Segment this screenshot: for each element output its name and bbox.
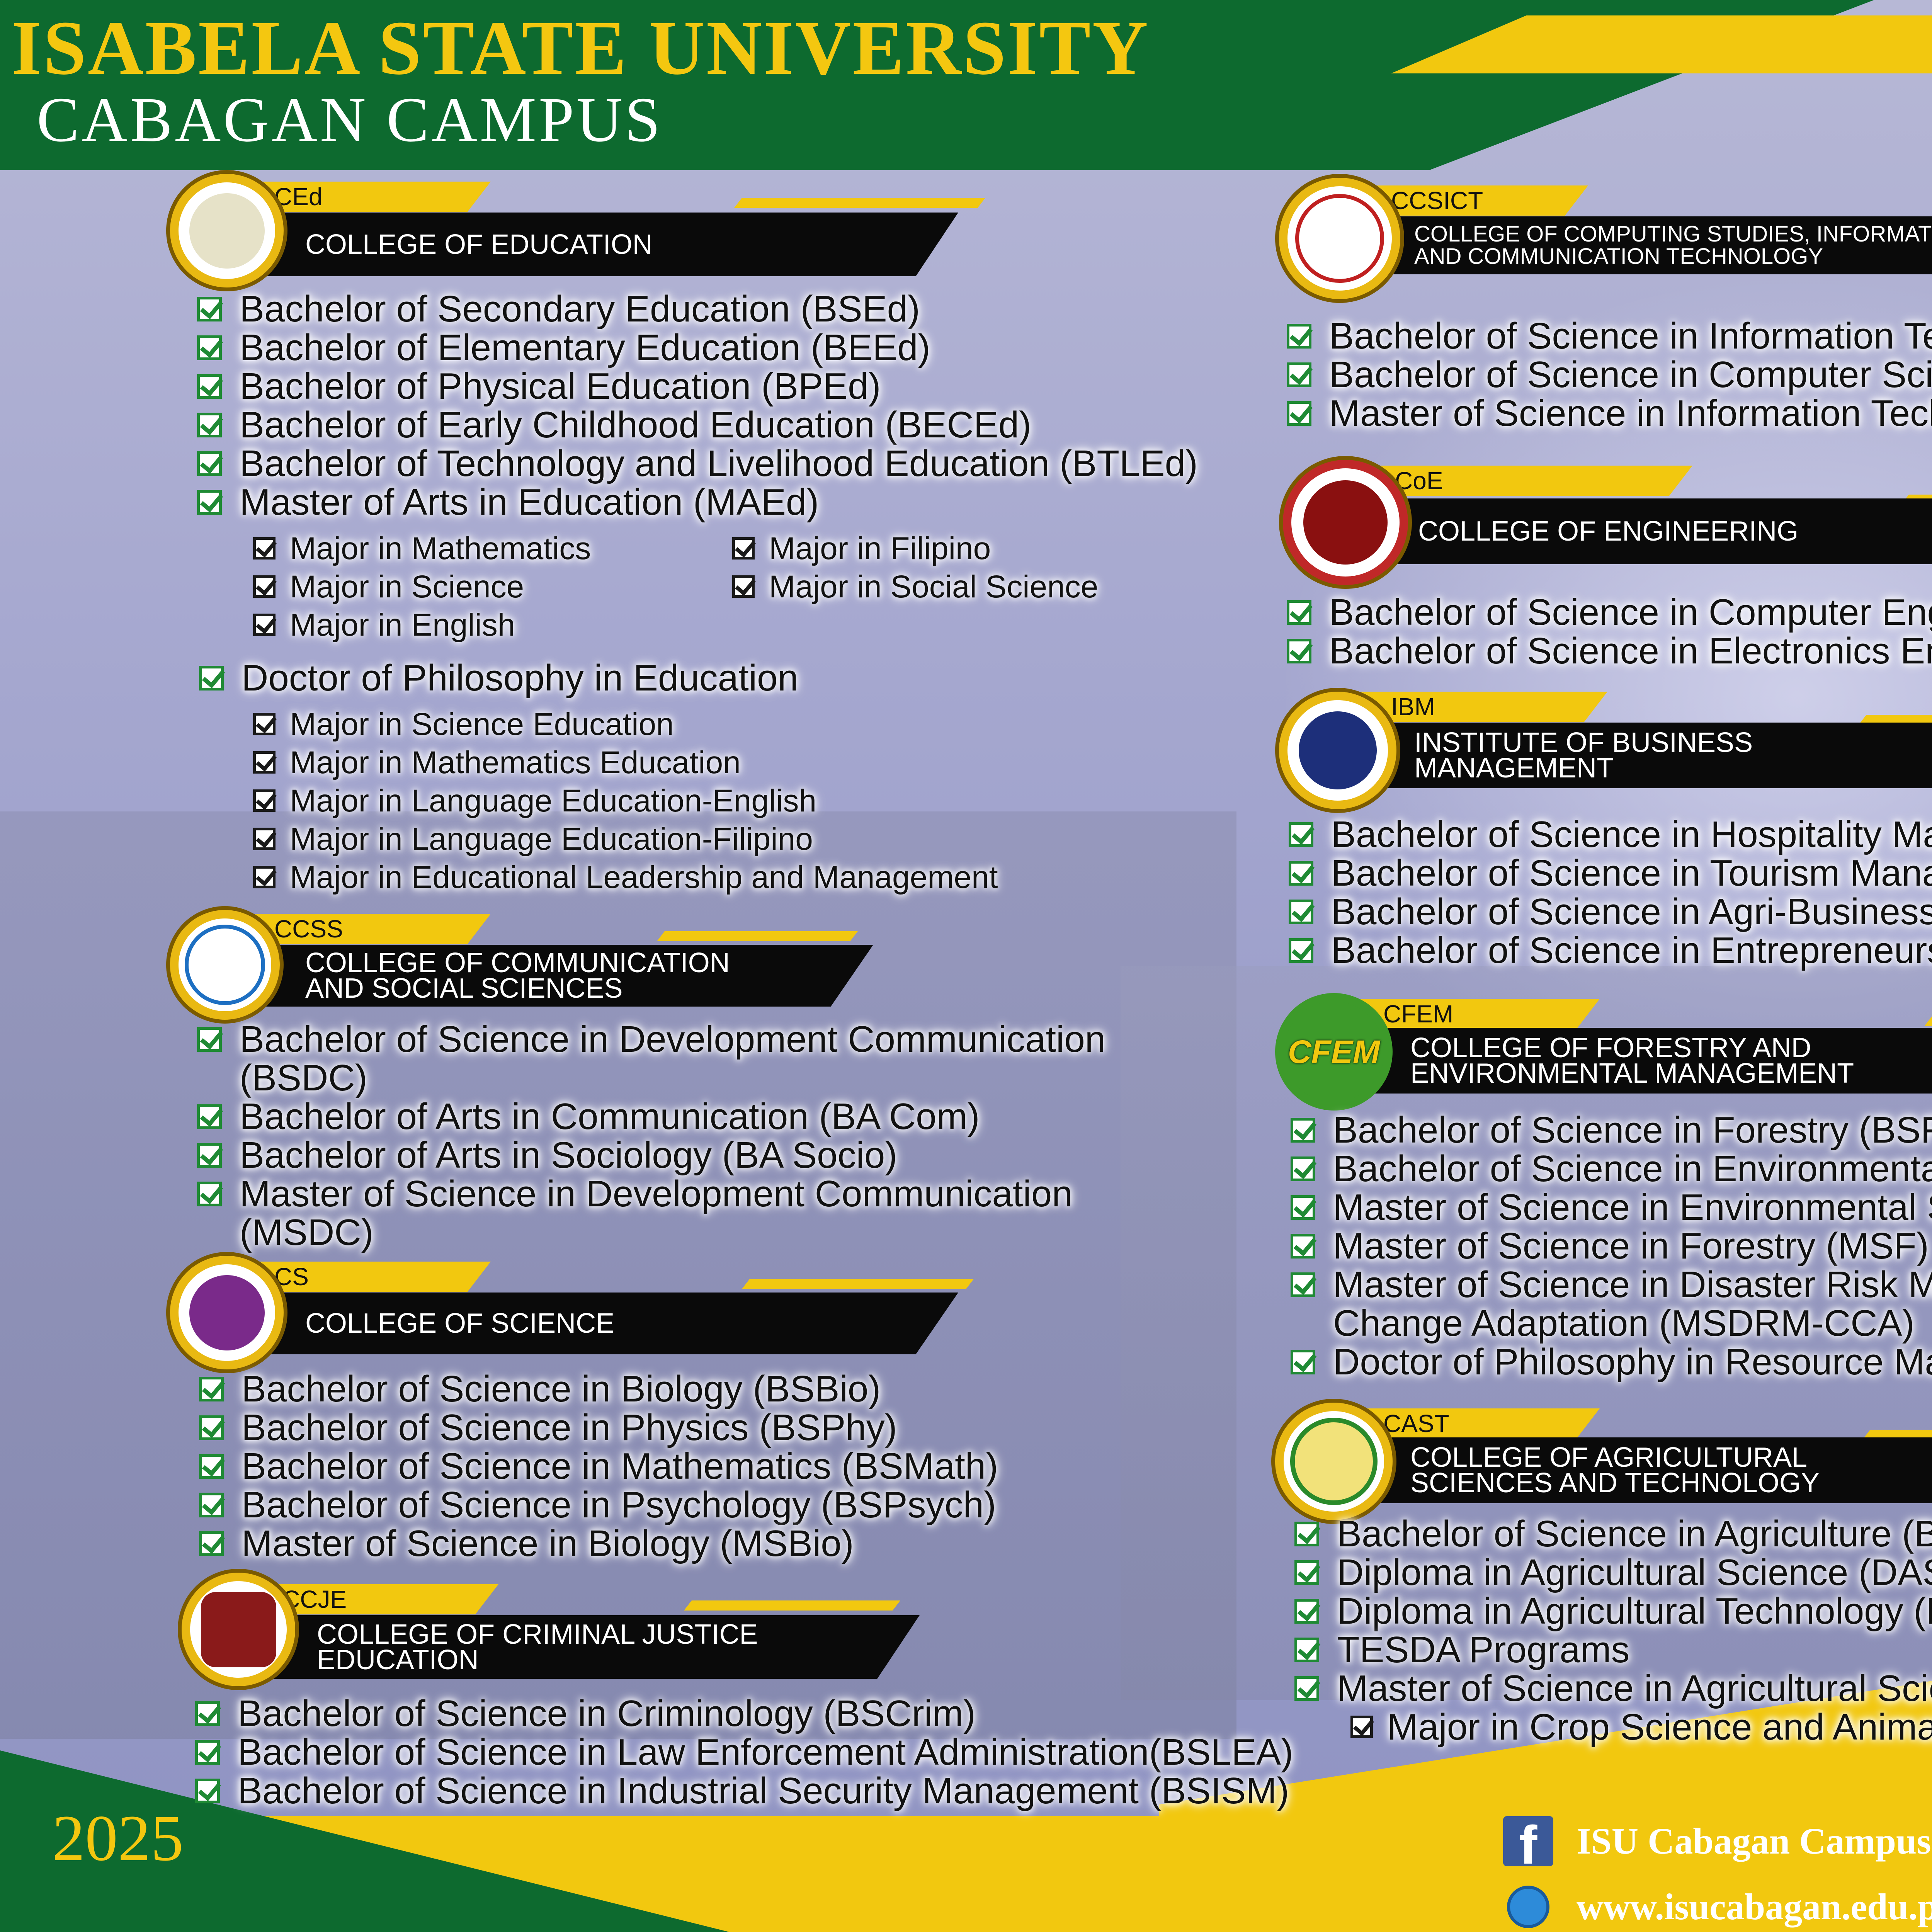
list-item: Major in Mathematics Education bbox=[253, 743, 998, 782]
college-name-line1: COLLEGE OF CRIMINAL JUSTICE bbox=[317, 1622, 920, 1647]
list-item: Master of Science in Biology (MSBio) bbox=[199, 1524, 998, 1563]
list-item: Bachelor of Early Childhood Education (BECEd) bbox=[197, 406, 1198, 444]
college-abbr: CoE bbox=[1360, 466, 1692, 496]
list-item: Bachelor of Physical Education (BPEd) bbox=[197, 367, 1198, 406]
college-name: COLLEGE OF SCIENCE bbox=[305, 1311, 958, 1336]
college-name-line2: EDUCATION bbox=[317, 1647, 920, 1673]
list-item: Bachelor of Science in Psychology (BSPsych) bbox=[199, 1486, 998, 1524]
list-item: Bachelor of Science in Information T bbox=[1287, 317, 1932, 355]
list-item: Bachelor of Science in Agri-Business bbox=[1289, 893, 1932, 931]
college-abbr: CFEM bbox=[1349, 999, 1600, 1029]
list-item: Bachelor of Technology and Livelihood Education (BTLEd) bbox=[197, 444, 1198, 483]
list-item: Bachelor of Arts in Sociology (BA Socio) bbox=[197, 1136, 1163, 1175]
list-item: Bachelor of Science in Forestry (BSF) bbox=[1291, 1111, 1932, 1150]
list-item: Doctor of Philosophy in Resource M bbox=[1291, 1343, 1932, 1381]
list-item: Master of Science in Environmental bbox=[1291, 1188, 1932, 1227]
list-item: Bachelor of Secondary Education (BSEd) bbox=[197, 290, 1198, 328]
list-item: Major in Science Education bbox=[253, 705, 998, 743]
college-name-line2: AND COMMUNICATION TECHNOLOGY bbox=[1414, 245, 1932, 268]
list-item: Bachelor of Science in Environmental bbox=[1291, 1150, 1932, 1188]
list-item: Master of Science in Development Communication (MSDC) bbox=[197, 1175, 1163, 1252]
cfem-logo-text: CFEM bbox=[1288, 1033, 1380, 1071]
college-abbr: CEd bbox=[240, 182, 491, 212]
college-name-line2: AND SOCIAL SCIENCES bbox=[305, 976, 873, 1001]
list-item: Master of Arts in Education (MAEd) bbox=[197, 483, 1198, 522]
list-item: Bachelor of Science in Industrial Security Management (BSISM) bbox=[195, 1772, 1293, 1810]
list-item: Diploma in Agricultural Science (DAS) bbox=[1294, 1553, 1932, 1592]
list-item: Bachelor of Science in Criminology (BSCrim) bbox=[195, 1694, 1293, 1733]
list-item: Major in Language Education-English bbox=[253, 782, 998, 820]
list-item: Bachelor of Science in Electronics E bbox=[1287, 632, 1932, 670]
list-item: Major in Language Education-Filipino bbox=[253, 820, 998, 858]
list-item: Bachelor of Science in Computer En bbox=[1287, 593, 1932, 632]
list-item: Master of Science in Agricultural Sci bbox=[1294, 1669, 1932, 1708]
list-item: Doctor of Philosophy in Education bbox=[199, 659, 798, 697]
college-name-line1: COLLEGE OF AGRICULTURAL bbox=[1410, 1445, 1932, 1470]
list-item: Bachelor of Science in Development Communication (BSDC) bbox=[197, 1020, 1163, 1097]
list-item: Master of Science in Disaster Risk M Change Adaptation (MSDRM-CCA) bbox=[1291, 1265, 1932, 1343]
list-item: Bachelor of Science in Computer Sci bbox=[1287, 355, 1932, 394]
college-abbr: CCSICT bbox=[1356, 185, 1588, 216]
year-label: 2025 bbox=[52, 1801, 184, 1876]
list-item: Bachelor of Science in Physics (BSPhy) bbox=[199, 1408, 998, 1447]
list-item: Bachelor of Science in Hospitality M bbox=[1289, 815, 1932, 854]
list-item: Bachelor of Science in Mathematics (BSMath) bbox=[199, 1447, 998, 1486]
list-item: Major in Mathematics bbox=[253, 529, 591, 568]
college-abbr: IBM bbox=[1356, 692, 1607, 722]
list-item: Diploma in Agricultural Technology ( bbox=[1294, 1592, 1932, 1631]
facebook-page-link[interactable]: ISU Cabagan Campus bbox=[1577, 1816, 1931, 1866]
list-item: Major in Filipino bbox=[732, 529, 1098, 568]
college-abbr: CCJE bbox=[247, 1584, 498, 1614]
college-name-line2: SCIENCES AND TECHNOLOGY bbox=[1410, 1470, 1932, 1496]
college-abbr: CCSS bbox=[240, 914, 491, 944]
university-title: ISABELA STATE UNIVERSITY bbox=[12, 4, 1150, 92]
college-name-line1: INSTITUTE OF BUSINESS bbox=[1414, 730, 1932, 755]
college-name: COLLEGE OF ENGINEERING bbox=[1418, 519, 1932, 544]
college-abbr: CS bbox=[240, 1262, 491, 1292]
list-item: Major in English bbox=[253, 606, 591, 644]
facebook-icon: f bbox=[1503, 1816, 1553, 1866]
list-item: Bachelor of Arts in Communication (BA Com) bbox=[197, 1097, 1163, 1136]
list-item: Major in Science bbox=[253, 568, 591, 606]
list-item: Master of Science in Information Tec bbox=[1287, 394, 1932, 433]
college-name-line1: COLLEGE OF COMMUNICATION bbox=[305, 950, 873, 976]
college-name: COLLEGE OF EDUCATION bbox=[305, 232, 958, 257]
list-item: Bachelor of Science in Law Enforcement Administration(BSLEA) bbox=[195, 1733, 1293, 1772]
college-name-line1: COLLEGE OF COMPUTING STUDIES, INFORMATION bbox=[1414, 223, 1932, 245]
list-item: Bachelor of Science in Biology (BSBio) bbox=[199, 1370, 998, 1408]
website-link[interactable]: www.isucabagan.edu.ph bbox=[1577, 1882, 1932, 1932]
college-name-line1: COLLEGE OF FORESTRY AND bbox=[1410, 1035, 1932, 1061]
campus-subtitle: CABAGAN CAMPUS bbox=[37, 83, 663, 156]
list-item: Major in Educational Leadership and Management bbox=[253, 858, 998, 896]
college-name-line2: MANAGEMENT bbox=[1414, 755, 1932, 781]
list-item: Bachelor of Science in Entrepreneur bbox=[1289, 931, 1932, 970]
list-item: Bachelor of Elementary Education (BEEd) bbox=[197, 328, 1198, 367]
list-item: TESDA Programs bbox=[1294, 1631, 1932, 1669]
list-item: Major in Crop Science and Anima bbox=[1350, 1708, 1932, 1746]
list-item: Major in Social Science bbox=[732, 568, 1098, 606]
list-item: Bachelor of Science in Agriculture (B bbox=[1294, 1515, 1932, 1553]
college-abbr: CAST bbox=[1349, 1408, 1600, 1439]
college-name-line2: ENVIRONMENTAL MANAGEMENT bbox=[1410, 1061, 1932, 1086]
list-item: Master of Science in Forestry (MSF) bbox=[1291, 1227, 1932, 1265]
list-item: Bachelor of Science in Tourism Man bbox=[1289, 854, 1932, 893]
